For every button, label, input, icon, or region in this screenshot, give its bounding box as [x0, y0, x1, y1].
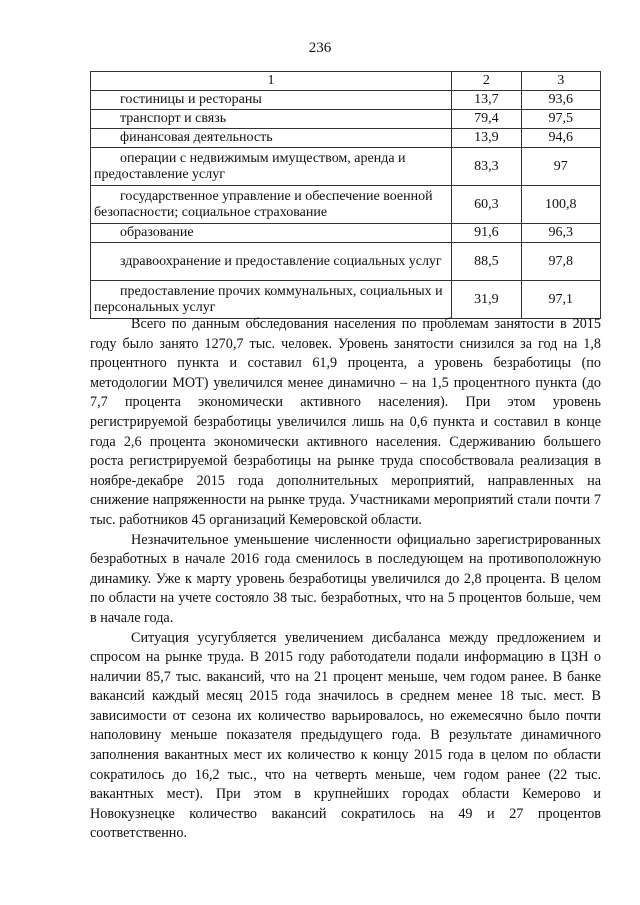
paragraph: Ситуация усугубляется увеличением дисбаланса между предложением и спросом на рынке труда. В 2015 году работодатели подали информацию в ЦЗН о наличии 85,7 тыс. вакансий, что на 21 процент меньше, чем годом ранее. В банке вакансий каждый месяц 2015 года значилось в среднем менее 18 тыс. мест. В зависимости от сезона их количество варьировалось, но ежемесячно было почти наполовину меньше показателя предыдущего года. В результате динамичного заполнения вакантных мест их количество к концу 2015 года в целом по области сократилось до 16,2 тыс., что на четверть меньше, чем годом ранее (22 тыс. вакантных мест). При этом в крупнейших городах области Кемерово и Новокузнецке количество вакансий сократилось на 49 и 27 процентов соответственно. — [90, 629, 601, 842]
table-cell: 93,6 — [521, 91, 600, 110]
table-row — [91, 281, 601, 319]
row-label: здравоохранение и предоставление социальных услуг — [120, 253, 442, 269]
table-cell: 97,8 — [521, 243, 600, 281]
paragraph: Всего по данным обследования населения по проблемам занятости в 2015 году было занято 1270,7 тыс. человек. Уровень занятости снизился за год на 1,8 процентного пункта и составил 61,9 процента, а уровень безработицы (по методологии МОТ) увеличился менее динамично – на 1,5 процентного пункта (до 7,7 процента экономически активного населения). При этом уровень регистрируемой безработицы увеличился лишь на 0,6 пункта и составил в конце года 2,6 процента экономически активного населения. Сдерживанию большего роста регистрируемой безработицы на рынке труда способствовала реализация в ноябре-декабре 2015 года дополнительных мероприятий, направленных на снижение напряженности на рынке труда. Участниками мероприятий стали почти 7 тыс. работников 45 организаций Кемеровской области. — [90, 316, 601, 528]
paragraph: Незначительное уменьшение численности официально зарегистрированных безработных в начале 2016 года сменилось в последующем на противоположную динамику. Уже к марту уровень безработицы увеличился до 2,8 процента. В целом по области на учете состояло 38 тыс. безработных, что на 5 процентов больше, чем в начале года. — [90, 531, 601, 626]
table-cell: 60,3 — [452, 186, 522, 224]
table-cell: 88,5 — [452, 243, 522, 281]
table-cell: 97 — [521, 148, 600, 186]
table-cell: 96,3 — [521, 224, 600, 243]
table-cell: 79,4 — [452, 110, 522, 129]
body-text — [90, 315, 601, 844]
page-number: 236 — [308, 40, 332, 56]
row-label: гостиницы и рестораны — [120, 92, 262, 107]
data-table — [90, 71, 601, 319]
table-header-row — [91, 72, 601, 91]
row-label: образование — [120, 225, 194, 240]
row-label: государственное управление и обеспечение военной безопасности; социальное страхование — [94, 188, 433, 220]
row-label: финансовая деятельность — [120, 130, 273, 145]
table-cell: 94,6 — [521, 129, 600, 148]
table-row — [91, 129, 601, 148]
table-cell: 97,1 — [521, 281, 600, 319]
column-header: 2 — [452, 72, 522, 91]
table-cell: 83,3 — [452, 148, 522, 186]
table-row — [91, 148, 601, 186]
table-cell: 91,6 — [452, 224, 522, 243]
table-row — [91, 186, 601, 224]
table-row — [91, 91, 601, 110]
column-header: 1 — [91, 72, 452, 91]
table-row — [91, 224, 601, 243]
row-label: предоставление прочих коммунальных, социальных и персональных услуг — [94, 283, 443, 315]
column-header: 3 — [521, 72, 600, 91]
table-row — [91, 110, 601, 129]
table-cell: 97,5 — [521, 110, 600, 129]
row-label: транспорт и связь — [120, 111, 227, 126]
table-cell: 100,8 — [521, 186, 600, 224]
table-cell: 13,9 — [452, 129, 522, 148]
table-cell: 31,9 — [452, 281, 522, 319]
table-row — [91, 243, 601, 281]
table-cell: 13,7 — [452, 91, 522, 110]
row-label: операции с недвижимым имуществом, аренда и предоставление услуг — [94, 150, 406, 182]
